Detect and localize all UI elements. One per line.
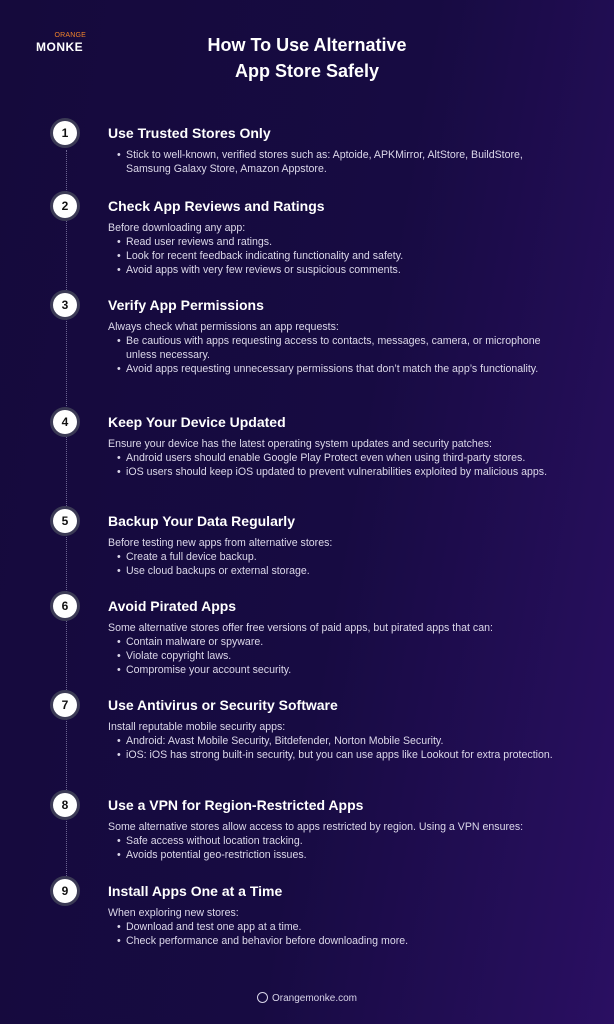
step-number-badge: 5 [53, 509, 77, 533]
bullet-item: • Avoid apps requesting unnecessary permissions that don’t match the app’s functionality. [126, 362, 568, 376]
bullet-item: • Read user reviews and ratings. [126, 235, 568, 249]
bullet-list [108, 148, 568, 176]
bullet-list [108, 834, 568, 862]
step-intro: Ensure your device has the latest operating system updates and security patches: [108, 438, 492, 450]
bullet-item: • Create a full device backup. [126, 550, 568, 564]
step-title: Install Apps One at a Time [108, 883, 283, 899]
step-intro: When exploring new stores: [108, 907, 239, 919]
bullet-item: • Violate copyright laws. [126, 649, 568, 663]
bullet-item: • iOS users should keep iOS updated to prevent vulnerabilities exploited by malicious apps. [126, 465, 568, 479]
bullet-list [108, 334, 568, 376]
logo-bottom-text: MONKE [36, 40, 84, 54]
bullet-item: • iOS: iOS has strong built-in security, but you can use apps like Lookout for extra protection. [126, 748, 568, 762]
step-number-badge: 3 [53, 293, 77, 317]
step-intro: Before downloading any app: [108, 222, 246, 234]
step-number-badge: 8 [53, 793, 77, 817]
footer [0, 992, 614, 1004]
bullet-item: • Stick to well-known, verified stores such as: Aptoide, APKMirror, AltStore, BuildStore, Samsung Galaxy Store, Amazon Appstore. [126, 148, 568, 176]
page-title [0, 32, 614, 84]
bullet-item: • Avoid apps with very few reviews or suspicious comments. [126, 263, 568, 277]
step-body [108, 820, 568, 862]
bullet-list [108, 235, 568, 277]
bullet-item: • Avoids potential geo-restriction issues. [126, 848, 568, 862]
step-number-badge: 9 [53, 879, 77, 903]
step-intro: Before testing new apps from alternative stores: [108, 537, 333, 549]
step-body [108, 148, 568, 176]
step-number-badge: 1 [53, 121, 77, 145]
title-line-2: App Store Safely [234, 61, 380, 81]
step-title: Avoid Pirated Apps [108, 598, 237, 614]
step-title: Check App Reviews and Ratings [108, 198, 325, 214]
bullet-list [108, 451, 568, 479]
step-intro: Always check what permissions an app requests: [108, 321, 339, 333]
step-number-badge: 7 [53, 693, 77, 717]
bullet-item: • Check performance and behavior before downloading more. [126, 934, 568, 948]
bullet-item: • Compromise your account security. [126, 663, 568, 677]
logo-top-text: ORANGE [54, 32, 86, 39]
globe-icon [257, 992, 268, 1003]
step-title: Keep Your Device Updated [108, 414, 286, 430]
bullet-list [108, 920, 568, 948]
bullet-item: • Safe access without location tracking. [126, 834, 568, 848]
step-title: Use a VPN for Region-Restricted Apps [108, 797, 364, 813]
step-intro: Some alternative stores allow access to apps restricted by region. Using a VPN ensures: [108, 821, 524, 833]
bullet-item: • Look for recent feedback indicating functionality and safety. [126, 249, 568, 263]
step-body [108, 536, 568, 578]
bullet-item: • Download and test one app at a time. [126, 920, 568, 934]
step-body [108, 720, 568, 762]
step-body [108, 906, 568, 948]
step-title: Backup Your Data Regularly [108, 513, 295, 529]
website-link[interactable]: Orangemonke.com [271, 993, 358, 1004]
step-title: Use Antivirus or Security Software [108, 697, 338, 713]
step-body [108, 621, 568, 677]
bullet-item: • Android users should enable Google Play Protect even when using third-party stores. [126, 451, 568, 465]
bullet-item: • Contain malware or spyware. [126, 635, 568, 649]
bullet-item: • Be cautious with apps requesting access to contacts, messages, camera, or microphone unless necessary. [126, 334, 568, 362]
step-number-badge: 6 [53, 594, 77, 618]
step-intro: Install reputable mobile security apps: [108, 721, 286, 733]
step-body [108, 221, 568, 277]
bullet-list [108, 734, 568, 762]
step-title: Use Trusted Stores Only [108, 125, 271, 141]
step-number-badge: 2 [53, 194, 77, 218]
step-number-badge: 4 [53, 410, 77, 434]
step-body [108, 320, 568, 376]
bullet-item: • Android: Avast Mobile Security, Bitdefender, Norton Mobile Security. [126, 734, 568, 748]
step-body [108, 437, 568, 479]
bullet-list [108, 635, 568, 677]
step-title: Verify App Permissions [108, 297, 264, 313]
title-line-1: How To Use Alternative [207, 35, 407, 55]
bullet-item: • Use cloud backups or external storage. [126, 564, 568, 578]
step-intro: Some alternative stores offer free versions of paid apps, but pirated apps that can: [108, 622, 493, 634]
bullet-list [108, 550, 568, 578]
